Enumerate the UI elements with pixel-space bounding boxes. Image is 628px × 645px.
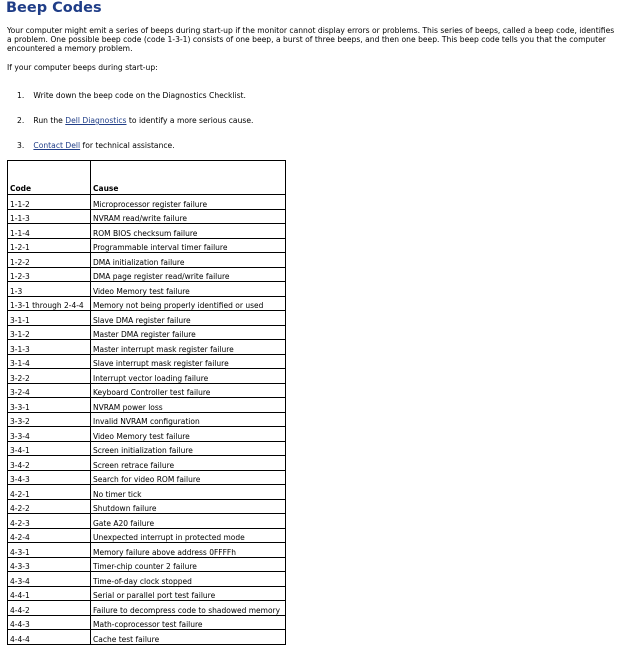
table-row xyxy=(8,499,286,514)
code-cell: 3-1-2 xyxy=(8,325,91,340)
code-cell: 3-4-3 xyxy=(8,470,91,485)
table-row xyxy=(8,267,286,282)
code-cell: 1-2-1 xyxy=(8,238,91,253)
step-1 xyxy=(17,91,246,100)
code-cell: 1-2-2 xyxy=(8,253,91,268)
code-cell: 1-1-2 xyxy=(8,195,91,210)
cause-cell: Memory failure above address 0FFFFh xyxy=(91,543,286,558)
code-cell: 3-2-2 xyxy=(8,369,91,384)
cause-cell: Memory not being properly identified or used xyxy=(91,296,286,311)
contact-dell-link[interactable]: Contact Dell xyxy=(33,141,81,150)
cause-cell: DMA page register read/write failure xyxy=(91,267,286,282)
step-number: 1. xyxy=(17,91,25,100)
table-row xyxy=(8,470,286,485)
table-row xyxy=(8,369,286,384)
table-row xyxy=(8,528,286,543)
lead-sentence: If your computer beeps during start-up: xyxy=(7,63,158,72)
cause-cell: Screen initialization failure xyxy=(91,441,286,456)
cause-cell: Interrupt vector loading failure xyxy=(91,369,286,384)
step-text-after: for technical assistance. xyxy=(80,141,175,150)
code-cell: 3-4-1 xyxy=(8,441,91,456)
code-cell: 4-3-4 xyxy=(8,572,91,587)
cause-cell: Failure to decompress code to shadowed memory xyxy=(91,601,286,616)
code-cell: 4-2-4 xyxy=(8,528,91,543)
cause-cell: Master interrupt mask register failure xyxy=(91,340,286,355)
cause-cell: Shutdown failure xyxy=(91,499,286,514)
table-row xyxy=(8,354,286,369)
beep-codes-table xyxy=(7,160,286,645)
code-cell: 3-1-1 xyxy=(8,311,91,326)
table-row xyxy=(8,296,286,311)
cause-cell: DMA initialization failure xyxy=(91,253,286,268)
table-row xyxy=(8,456,286,471)
code-cell: 1-3-1 through 2-4-4 xyxy=(8,296,91,311)
code-cell: 1-1-3 xyxy=(8,209,91,224)
cause-cell: Video Memory test failure xyxy=(91,282,286,297)
cause-cell: NVRAM read/write failure xyxy=(91,209,286,224)
table-row xyxy=(8,209,286,224)
page-title: Beep Codes xyxy=(6,0,102,16)
table-row xyxy=(8,340,286,355)
table-row xyxy=(8,282,286,297)
dell-diagnostics-link[interactable]: Dell Diagnostics xyxy=(65,116,127,125)
code-cell: 4-2-1 xyxy=(8,485,91,500)
cause-cell: Math-coprocessor test failure xyxy=(91,615,286,630)
table-body xyxy=(8,195,286,645)
table-row xyxy=(8,238,286,253)
table-header-row xyxy=(8,161,286,195)
table-row xyxy=(8,615,286,630)
code-cell: 3-1-4 xyxy=(8,354,91,369)
cause-cell: Slave interrupt mask register failure xyxy=(91,354,286,369)
column-header-cause: Cause xyxy=(91,161,286,195)
cause-cell: Keyboard Controller test failure xyxy=(91,383,286,398)
column-header-code: Code xyxy=(8,161,91,195)
table-row xyxy=(8,412,286,427)
code-cell: 4-2-3 xyxy=(8,514,91,529)
code-cell: 3-3-1 xyxy=(8,398,91,413)
cause-cell: Invalid NVRAM configuration xyxy=(91,412,286,427)
cause-cell: Cache test failure xyxy=(91,630,286,645)
code-cell: 4-4-2 xyxy=(8,601,91,616)
code-cell: 4-4-4 xyxy=(8,630,91,645)
cause-cell: Screen retrace failure xyxy=(91,456,286,471)
table-row xyxy=(8,427,286,442)
table-row xyxy=(8,543,286,558)
step-number: 2. xyxy=(17,116,25,125)
code-cell: 1-1-4 xyxy=(8,224,91,239)
table-row xyxy=(8,195,286,210)
step-3 xyxy=(17,141,175,150)
table-row xyxy=(8,485,286,500)
code-cell: 3-3-2 xyxy=(8,412,91,427)
intro-paragraph: Your computer might emit a series of beeps during start-up if the monitor cannot display errors or problems. This series of beeps, called a beep code, identifies a problem. One possible beep code (code 1-3-1) consists of one beep, a burst of three beeps, and then one beep. This beep code tells you that the computer encountered a memory problem. xyxy=(7,26,615,54)
cause-cell: NVRAM power loss xyxy=(91,398,286,413)
cause-cell: Serial or parallel port test failure xyxy=(91,586,286,601)
table-row xyxy=(8,253,286,268)
cause-cell: Time-of-day clock stopped xyxy=(91,572,286,587)
code-cell: 1-3 xyxy=(8,282,91,297)
table-row xyxy=(8,383,286,398)
cause-cell: Microprocessor register failure xyxy=(91,195,286,210)
table-row xyxy=(8,586,286,601)
table-row xyxy=(8,311,286,326)
table-row xyxy=(8,441,286,456)
cause-cell: No timer tick xyxy=(91,485,286,500)
step-text: Run the xyxy=(33,116,66,125)
cause-cell: Master DMA register failure xyxy=(91,325,286,340)
cause-cell: ROM BIOS checksum failure xyxy=(91,224,286,239)
cause-cell: Slave DMA register failure xyxy=(91,311,286,326)
code-cell: 3-3-4 xyxy=(8,427,91,442)
step-number: 3. xyxy=(17,141,25,150)
table-row xyxy=(8,398,286,413)
cause-cell: Gate A20 failure xyxy=(91,514,286,529)
code-cell: 3-1-3 xyxy=(8,340,91,355)
table-row xyxy=(8,601,286,616)
table-row xyxy=(8,224,286,239)
code-cell: 4-3-1 xyxy=(8,543,91,558)
code-cell: 4-4-3 xyxy=(8,615,91,630)
step-text: Write down the beep code on the Diagnostics Checklist. xyxy=(33,91,246,100)
code-cell: 3-2-4 xyxy=(8,383,91,398)
code-cell: 1-2-3 xyxy=(8,267,91,282)
table-row xyxy=(8,325,286,340)
cause-cell: Search for video ROM failure xyxy=(91,470,286,485)
code-cell: 4-4-1 xyxy=(8,586,91,601)
step-2 xyxy=(17,116,253,125)
table-row xyxy=(8,630,286,645)
table-row xyxy=(8,572,286,587)
table-row xyxy=(8,557,286,572)
code-cell: 4-2-2 xyxy=(8,499,91,514)
cause-cell: Programmable interval timer failure xyxy=(91,238,286,253)
cause-cell: Timer-chip counter 2 failure xyxy=(91,557,286,572)
code-cell: 4-3-3 xyxy=(8,557,91,572)
code-cell: 3-4-2 xyxy=(8,456,91,471)
step-text-after: to identify a more serious cause. xyxy=(126,116,254,125)
table-row xyxy=(8,514,286,529)
cause-cell: Video Memory test failure xyxy=(91,427,286,442)
cause-cell: Unexpected interrupt in protected mode xyxy=(91,528,286,543)
